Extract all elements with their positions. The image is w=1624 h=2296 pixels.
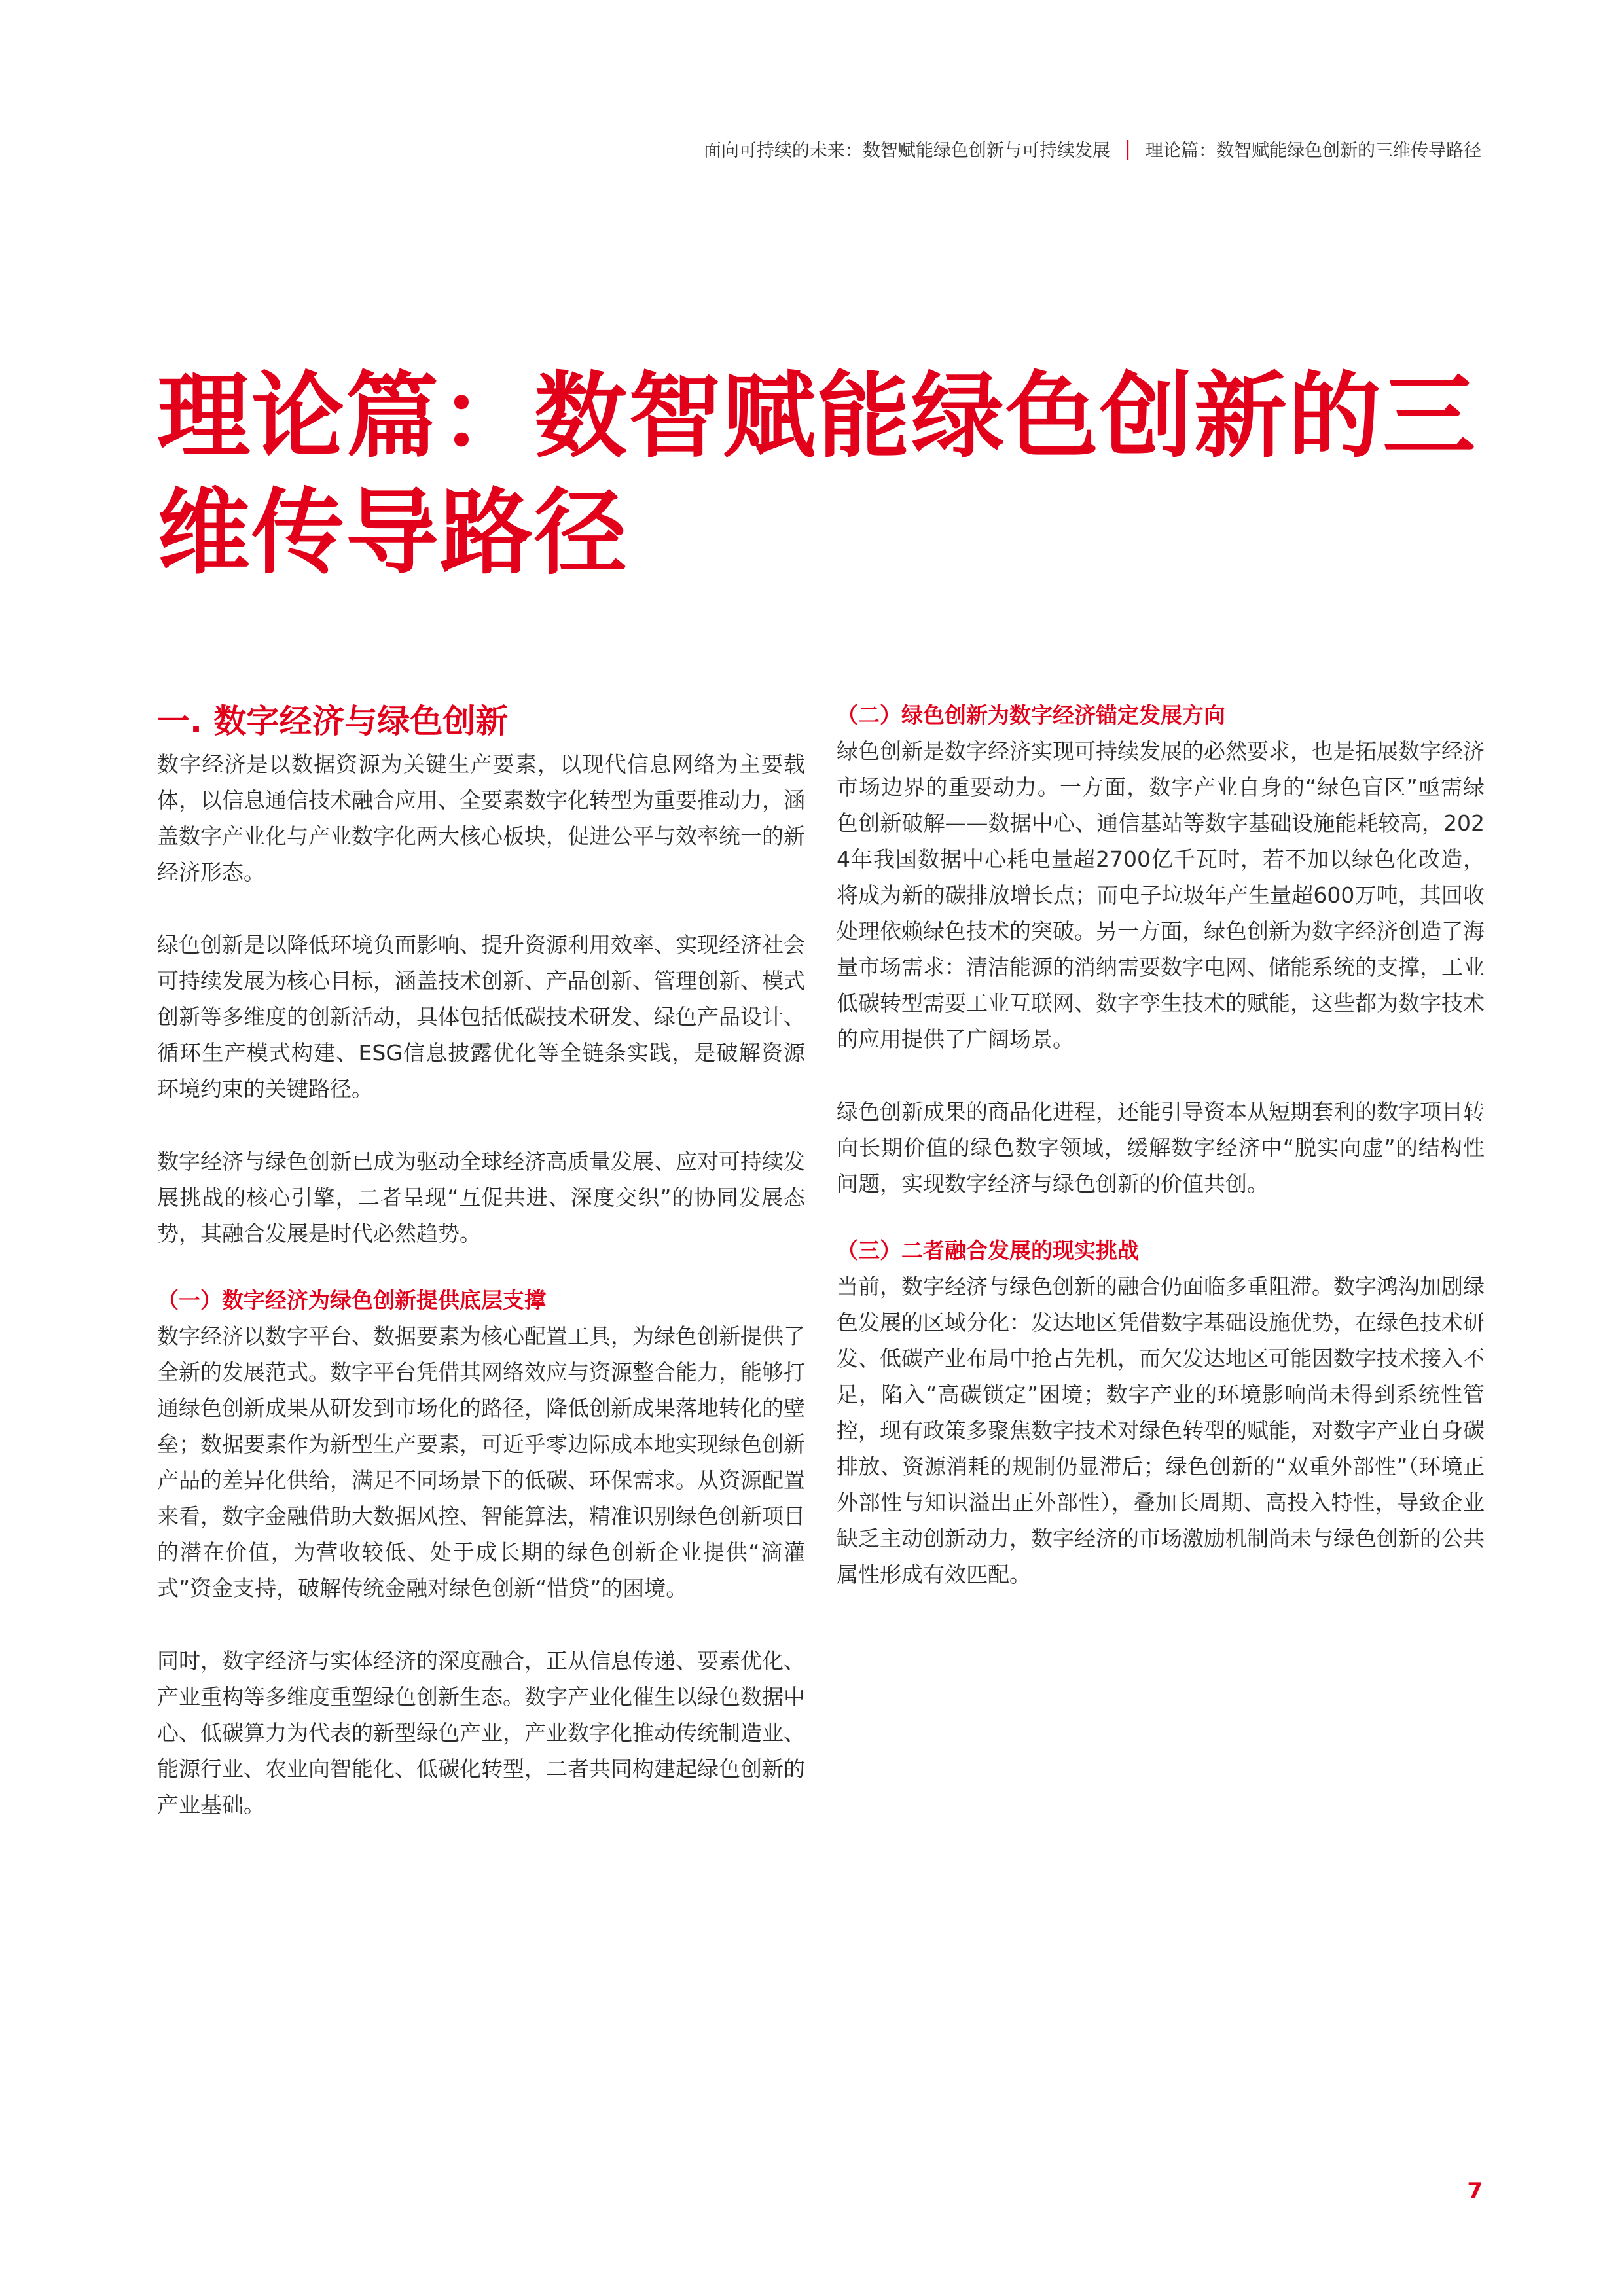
page-title: 理论篇：数智赋能绿色创新的三维传导路径 (157, 363, 1477, 587)
page-number: 7 (1467, 2178, 1483, 2204)
header-separator: | (1124, 137, 1131, 160)
running-header (704, 136, 1481, 162)
paragraph-commercialization: 绿色创新成果的商品化进程，还能引导资本从短期套利的数字项目转向长期价值的绿色数字领域，缓解数字经济中“脱实向虚”的结构性问题，实现数字经济与绿色创新的价值共创。 (837, 1099, 1485, 1196)
paragraph-foundation-support: 数字经济以数字平台、数据要素为核心配置工具，为绿色创新提供了全新的发展范式。数字平台凭借其网络效应与资源整合能力，能够打通绿色创新成果从研发到市场化的路径，降低创新成果落地转化的壁垒；数据要素作为新型生产要素，可近乎零边际成本地实现绿色创新产品的差异化供给，满足不同场景下的低碳、环保需求。从资源配置来看，数字金融借助大数据风控、智能算法，精准识别绿色创新项目的潜在价值，为营收较低、处于成长期的绿色创新企业提供“滴灌式”资金支持，破解传统金融对绿色创新“惜贷”的困境。 (157, 1323, 805, 1601)
right-column (837, 700, 1485, 1629)
subsection-heading-1: （一）数字经济为绿色创新提供底层支撑 (157, 1287, 546, 1313)
paragraph-challenges: 当前，数字经济与绿色创新的融合仍面临多重阻滞。数字鸿沟加剧绿色发展的区域分化：发达地区凭借数字基础设施优势，在绿色技术研发、低碳产业布局中抢占先机，而欠发达地区可能因数字技术接入不足，陷入“高碳锁定”困境；数字产业的环境影响尚未得到系统性管控，现有政策多聚焦数字技术对绿色转型的赋能，对数字产业自身碳排放、资源消耗的规制仍显滞后；绿色创新的“双重外部性”（环境正外部性与知识溢出正外部性），叠加长周期、高投入特性，导致企业缺乏主动创新动力，数字经济的市场激励机制尚未与绿色创新的公共属性形成有效匹配。 (837, 1274, 1485, 1587)
section-heading: 一. 数字经济与绿色创新 (157, 702, 509, 740)
header-publication-title: 面向可持续的未来：数智赋能绿色创新与可持续发展 (703, 141, 1110, 161)
paragraph-integration: 同时，数字经济与实体经济的深度融合，正从信息传递、要素优化、产业重构等多维度重塑绿色创新生态。数字产业化催生以绿色数据中心、低碳算力为代表的新型绿色产业，产业数字化推动传统制造业、能源行业、农业向智能化、低碳化转型，二者共同构建起绿色创新的产业基础。 (157, 1648, 805, 1818)
paragraph-digital-economy: 数字经济是以数据资源为关键生产要素，以现代信息网络为主要载体，以信息通信技术融合应用、全要素数字化转型为重要推动力，涵盖数字产业化与产业数字化两大核心板块，促进公平与效率统一的新经济形态。 (157, 751, 805, 885)
header-chapter-title: 理论篇：数智赋能绿色创新的三维传导路径 (1146, 141, 1481, 161)
paragraph-direction: 绿色创新是数字经济实现可持续发展的必然要求，也是拓展数字经济市场边界的重要动力。一方面，数字产业自身的“绿色盲区”亟需绿色创新破解——数据中心、通信基站等数字基础设施能耗较高，2024年我国数据中心耗电量超2700亿千瓦时，若不加以绿色化改造，将成为新的碳排放增长点；而电子垃圾年产生量超600万吨，其回收处理依赖绿色技术的突破。另一方面，绿色创新为数字经济创造了海量市场需求：清洁能源的消纳需要数字电网、储能系统的支撑，工业低碳转型需要工业互联网、数字孪生技术的赋能，这些都为数字技术的应用提供了广阔场景。 (837, 738, 1485, 1052)
left-column (157, 700, 805, 1859)
subsection-heading-3: （三）二者融合发展的现实挑战 (837, 1238, 1139, 1263)
paragraph-synergy: 数字经济与绿色创新已成为驱动全球经济高质量发展、应对可持续发展挑战的核心引擎，二者呈现“互促共进、深度交织”的协同发展态势，其融合发展是时代必然趋势。 (157, 1149, 805, 1246)
paragraph-green-innovation: 绿色创新是以降低环境负面影响、提升资源利用效率、实现经济社会可持续发展为核心目标，涵盖技术创新、产品创新、管理创新、模式创新等多维度的创新活动，具体包括低碳技术研发、绿色产品设计、循环生产模式构建、ESG信息披露优化等全链条实践，是破解资源环境约束的关键路径。 (157, 932, 805, 1102)
subsection-heading-2: （二）绿色创新为数字经济锚定发展方向 (837, 702, 1225, 728)
